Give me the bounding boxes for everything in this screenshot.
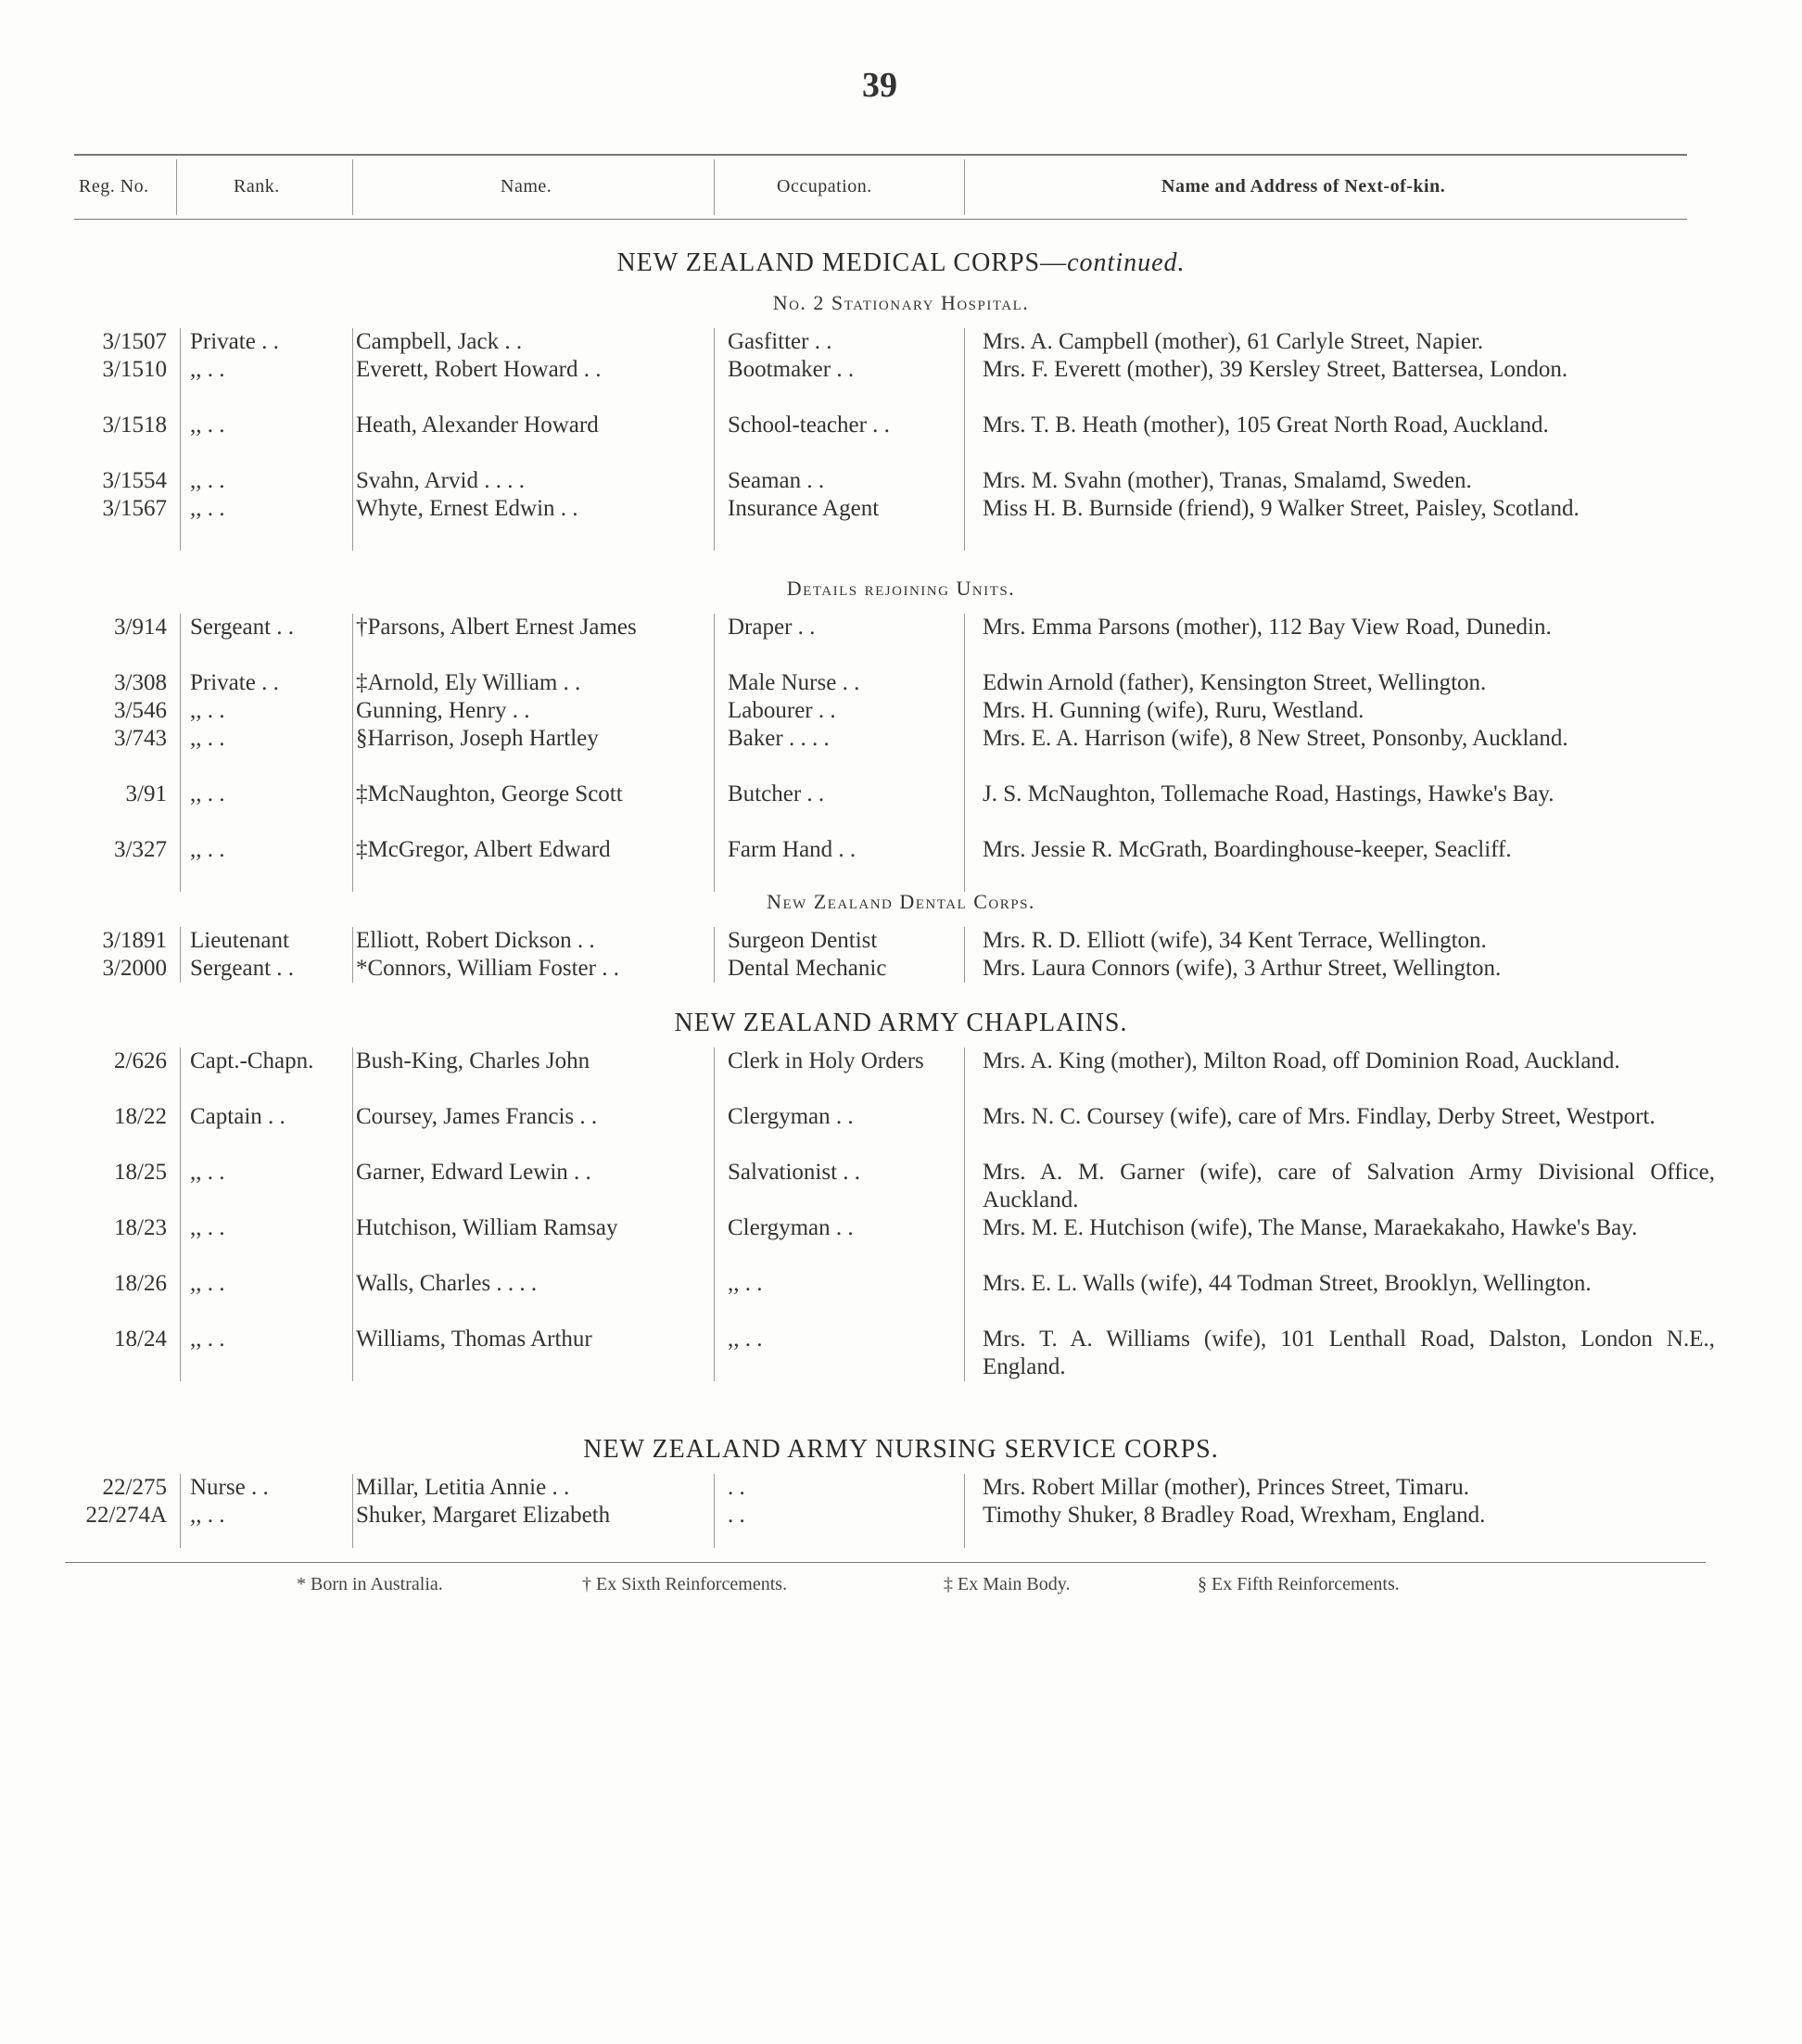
section-title-text: NEW ZEALAND MEDICAL CORPS—	[616, 248, 1068, 277]
reg-number-cell: 3/308	[114, 670, 167, 695]
footnote-sixth-reinforcements: † Ex Sixth Reinforcements.	[582, 1574, 788, 1594]
rank-cell: Nurse . .	[190, 1475, 269, 1500]
occupation-cell: Clergyman . .	[728, 1104, 854, 1129]
occupation-cell: Clergyman . .	[728, 1215, 854, 1240]
subsection-title-dental-corps: New Zealand Dental Corps.	[767, 890, 1035, 913]
next-of-kin-cell: Mrs. T. A. Williams (wife), 101 Lenthall Road, Dalston, London N.E., England.	[983, 1327, 1715, 1379]
next-of-kin-cell: Edwin Arnold (father), Kensington Street, Wellington.	[983, 670, 1487, 695]
name-cell: Williams, Thomas Arthur	[356, 1327, 592, 1352]
reg-number-cell: 3/743	[114, 726, 167, 751]
name-cell: Bush-King, Charles John	[356, 1048, 590, 1073]
reg-number-cell: 3/327	[114, 837, 167, 862]
subsection-title-stationary-hospital: No. 2 Stationary Hospital.	[772, 291, 1030, 314]
occupation-cell: Salvationist . .	[728, 1160, 861, 1185]
footnote-born-australia: * Born in Australia.	[297, 1574, 443, 1594]
next-of-kin-cell: Mrs. R. D. Elliott (wife), 34 Kent Terrace, Wellington.	[983, 928, 1487, 953]
rank-cell: ,, . .	[190, 726, 225, 751]
rank-cell: ,, . .	[190, 698, 225, 723]
rank-cell: ,, . .	[190, 1160, 225, 1185]
reg-number-cell: 3/91	[125, 781, 167, 806]
reg-number-cell: 3/546	[114, 698, 167, 723]
header-bottom-rule	[74, 219, 1687, 220]
reg-number-cell: 3/1554	[102, 468, 167, 493]
next-of-kin-cell: Mrs. H. Gunning (wife), Ruru, Westland.	[983, 698, 1364, 723]
name-cell: Everett, Robert Howard . .	[356, 357, 602, 382]
reg-number-cell: 22/275	[102, 1475, 167, 1500]
header-occupation: Occupation.	[777, 176, 872, 197]
occupation-cell: Farm Hand . .	[728, 837, 857, 862]
occupation-cell: Seaman . .	[728, 468, 825, 493]
occupation-cell: Butcher . .	[728, 781, 825, 806]
next-of-kin-cell: Mrs. F. Everett (mother), 39 Kersley Street, Battersea, London.	[983, 357, 1568, 382]
section-title-nursing-service: NEW ZEALAND ARMY NURSING SERVICE CORPS.	[583, 1435, 1219, 1464]
reg-number-cell: 3/1567	[102, 496, 167, 521]
occupation-cell: Gasfitter . .	[728, 329, 832, 354]
column-divider	[964, 614, 965, 892]
page-number: 39	[862, 66, 897, 105]
reg-number-cell: 22/274A	[85, 1503, 167, 1528]
next-of-kin-cell: Mrs. Laura Connors (wife), 3 Arthur Street, Wellington.	[983, 956, 1502, 981]
footer-rule	[65, 1562, 1706, 1563]
next-of-kin-cell: Mrs. A. King (mother), Milton Road, off Dominion Road, Auckland.	[983, 1048, 1620, 1073]
rank-cell: ,, . .	[190, 1503, 225, 1528]
rank-cell: Sergeant . .	[190, 956, 295, 981]
footnote-fifth-reinforcements: § Ex Fifth Reinforcements.	[1198, 1574, 1400, 1594]
reg-number-cell: 3/1510	[102, 357, 167, 382]
next-of-kin-cell: Miss H. B. Burnside (friend), 9 Walker Street, Paisley, Scotland.	[983, 496, 1580, 521]
occupation-cell: ,, . .	[728, 1271, 763, 1296]
column-divider	[714, 1047, 715, 1381]
name-cell: Whyte, Ernest Edwin . .	[356, 496, 578, 521]
next-of-kin-cell: Timothy Shuker, 8 Bradley Road, Wrexham, England.	[983, 1503, 1486, 1528]
rank-cell: ,, . .	[190, 468, 225, 493]
column-divider	[180, 328, 181, 551]
reg-number-cell: 18/25	[114, 1160, 167, 1185]
header-divider	[964, 159, 965, 215]
occupation-cell: . .	[728, 1503, 745, 1528]
next-of-kin-cell: Mrs. A. M. Garner (wife), care of Salvation Army Divisional Office, Auckland.	[983, 1160, 1715, 1212]
section-title-medical-corps	[0, 248, 1802, 278]
reg-number-cell: 3/1891	[102, 928, 167, 953]
name-cell: Campbell, Jack . .	[356, 329, 523, 354]
column-divider	[714, 328, 715, 551]
footnote-main-body: ‡ Ex Main Body.	[944, 1574, 1071, 1594]
occupation-cell: Dental Mechanic	[728, 956, 887, 981]
subsection-title-details-rejoining: Details rejoining Units.	[786, 577, 1016, 600]
column-divider	[180, 614, 181, 892]
column-divider	[714, 614, 715, 892]
name-cell: Elliott, Robert Dickson . .	[356, 928, 595, 953]
header-next-of-kin: Name and Address of Next-of-kin.	[1161, 176, 1446, 197]
rank-cell: ,, . .	[190, 357, 225, 382]
reg-number-cell: 18/22	[114, 1104, 167, 1129]
occupation-cell: . .	[728, 1475, 745, 1500]
name-cell: Shuker, Margaret Elizabeth	[356, 1503, 611, 1528]
occupation-cell: School-teacher . .	[728, 413, 890, 438]
name-cell: Coursey, James Francis . .	[356, 1104, 598, 1129]
rank-cell: Lieutenant	[190, 928, 289, 953]
rank-cell: ,, . .	[190, 837, 225, 862]
occupation-cell: Clerk in Holy Orders	[728, 1048, 924, 1073]
reg-number-cell: 3/1518	[102, 413, 167, 438]
rank-cell: ,, . .	[190, 413, 225, 438]
name-cell: *Connors, William Foster . .	[356, 956, 619, 981]
section-title-continued: continued.	[1067, 248, 1186, 277]
column-divider	[352, 328, 353, 551]
name-cell: Walls, Charles . . . .	[356, 1271, 538, 1296]
name-cell: ‡McGregor, Albert Edward	[356, 837, 611, 862]
next-of-kin-cell: J. S. McNaughton, Tollemache Road, Hastings, Hawke's Bay.	[983, 781, 1555, 806]
reg-number-cell: 18/26	[114, 1271, 167, 1296]
rank-cell: Capt.-Chapn.	[190, 1048, 314, 1073]
header-top-rule	[74, 154, 1687, 156]
name-cell: Millar, Letitia Annie . .	[356, 1475, 570, 1500]
occupation-cell: Bootmaker . .	[728, 357, 855, 382]
name-cell: §Harrison, Joseph Hartley	[356, 726, 599, 751]
reg-number-cell: 18/23	[114, 1215, 167, 1240]
reg-number-cell: 18/24	[114, 1327, 167, 1352]
column-divider	[352, 614, 353, 892]
next-of-kin-cell: Mrs. N. C. Coursey (wife), care of Mrs. Findlay, Derby Street, Westport.	[983, 1104, 1656, 1129]
name-cell: Garner, Edward Lewin . .	[356, 1160, 591, 1185]
next-of-kin-cell: Mrs. E. A. Harrison (wife), 8 New Street, Ponsonby, Auckland.	[983, 726, 1568, 751]
name-cell: Svahn, Arvid . . . .	[356, 468, 525, 493]
reg-number-cell: 3/1507	[102, 329, 167, 354]
reg-number-cell: 3/2000	[102, 956, 167, 981]
rank-cell: ,, . .	[190, 496, 225, 521]
header-name: Name.	[501, 176, 552, 197]
occupation-cell: Draper . .	[728, 615, 816, 640]
name-cell: Hutchison, William Ramsay	[356, 1215, 618, 1240]
column-divider	[180, 927, 181, 983]
column-divider	[964, 927, 965, 983]
column-divider	[964, 1047, 965, 1381]
rank-cell: Private . .	[190, 670, 279, 695]
rank-cell: Captain . .	[190, 1104, 286, 1129]
column-divider	[180, 1047, 181, 1381]
header-divider	[352, 159, 353, 215]
rank-cell: Private . .	[190, 329, 279, 354]
occupation-cell: Male Nurse . .	[728, 670, 860, 695]
column-divider	[964, 1474, 965, 1548]
reg-number-cell: 2/626	[114, 1048, 167, 1073]
next-of-kin-cell: Mrs. M. E. Hutchison (wife), The Manse, Maraekakaho, Hawke's Bay.	[983, 1215, 1638, 1240]
column-divider	[352, 1474, 353, 1548]
column-divider	[964, 328, 965, 551]
reg-number-cell: 3/914	[114, 615, 167, 640]
header-reg-no: Reg. No.	[79, 176, 149, 197]
column-divider	[352, 927, 353, 983]
section-title-army-chaplains: NEW ZEALAND ARMY CHAPLAINS.	[674, 1009, 1128, 1037]
next-of-kin-cell: Mrs. T. B. Heath (mother), 105 Great North Road, Auckland.	[983, 413, 1549, 438]
next-of-kin-cell: Mrs. E. L. Walls (wife), 44 Todman Street, Brooklyn, Wellington.	[983, 1271, 1592, 1296]
next-of-kin-cell: Mrs. Jessie R. McGrath, Boardinghouse-keeper, Seacliff.	[983, 837, 1512, 862]
column-divider	[714, 927, 715, 983]
header-divider	[714, 159, 715, 215]
name-cell: Gunning, Henry . .	[356, 698, 530, 723]
rank-cell: ,, . .	[190, 781, 225, 806]
name-cell: Heath, Alexander Howard	[356, 413, 599, 438]
occupation-cell: Baker . . . .	[728, 726, 830, 751]
rank-cell: Sergeant . .	[190, 615, 295, 640]
rank-cell: ,, . .	[190, 1327, 225, 1352]
occupation-cell: Surgeon Dentist	[728, 928, 878, 953]
next-of-kin-cell: Mrs. A. Campbell (mother), 61 Carlyle Street, Napier.	[983, 329, 1484, 354]
occupation-cell: Labourer . .	[728, 698, 836, 723]
name-cell: †Parsons, Albert Ernest James	[356, 615, 637, 640]
header-divider	[176, 159, 177, 215]
header-rank: Rank.	[234, 176, 280, 197]
name-cell: ‡Arnold, Ely William . .	[356, 670, 581, 695]
rank-cell: ,, . .	[190, 1215, 225, 1240]
rank-cell: ,, . .	[190, 1271, 225, 1296]
next-of-kin-cell: Mrs. Robert Millar (mother), Princes Street, Timaru.	[983, 1475, 1469, 1500]
column-divider	[180, 1474, 181, 1548]
name-cell: ‡McNaughton, George Scott	[356, 781, 623, 806]
column-divider	[714, 1474, 715, 1548]
next-of-kin-cell: Mrs. Emma Parsons (mother), 112 Bay View Road, Dunedin.	[983, 615, 1552, 640]
column-divider	[352, 1047, 353, 1381]
next-of-kin-cell: Mrs. M. Svahn (mother), Tranas, Smalamd, Sweden.	[983, 468, 1472, 493]
occupation-cell: ,, . .	[728, 1327, 763, 1352]
occupation-cell: Insurance Agent	[728, 496, 880, 521]
